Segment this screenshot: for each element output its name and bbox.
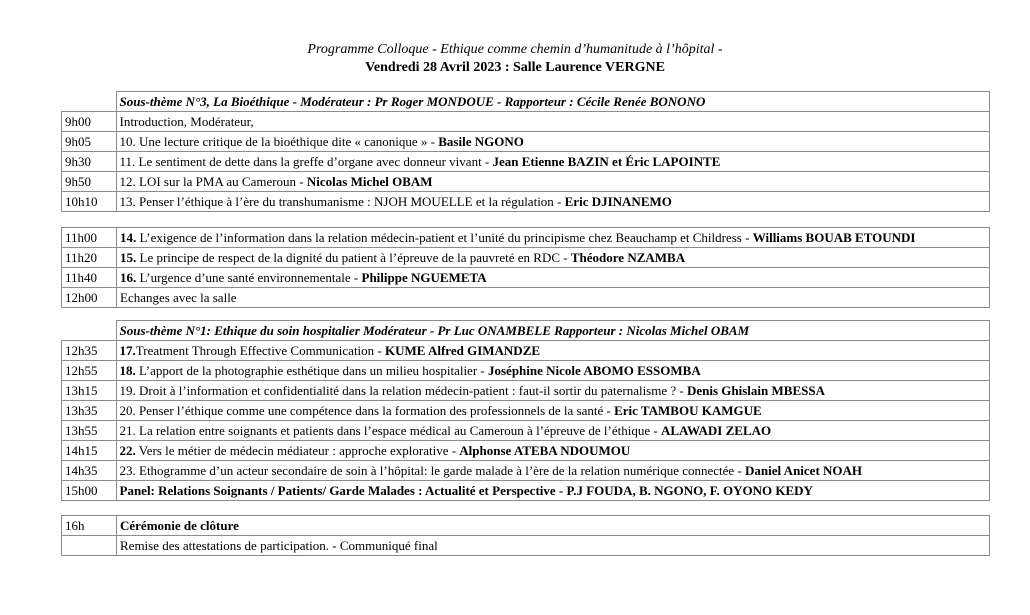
talk-cell: 21. La relation entre soignants et patients dans l’espace médical au Cameroun à l’épreuve de l’éthique - ALAWADI ZELAO: [116, 421, 990, 441]
table-row: [62, 228, 990, 248]
talk-cell: 14. L’exigence de l’information dans la relation médecin-patient et l’unité du principisme chez Beauchamp et Childress - Williams BOUAB ETOUNDI: [117, 228, 990, 248]
table-row: [62, 421, 990, 441]
program-title: Programme Colloque - Ethique comme chemin d’humanitude à l’hôpital -: [307, 42, 723, 57]
talk-cell: 15. Le principe de respect de la dignité du patient à l’épreuve de la pauvreté en RDC - Théodore NZAMBA: [117, 248, 990, 268]
time-cell: 11h40: [62, 268, 117, 288]
program-date-venue: Vendredi 28 Avril 2023 : Salle Laurence VERGNE: [365, 60, 665, 75]
time-cell: 12h35: [62, 341, 117, 361]
talk-cell: Echanges avec la salle: [117, 288, 990, 308]
closing-title: Cérémonie de clôture: [117, 516, 990, 536]
time-cell: 11h20: [62, 248, 117, 268]
session-table-bioethics-continued: [61, 227, 990, 308]
table-row: [62, 361, 990, 381]
time-cell: 13h15: [62, 381, 117, 401]
time-cell: 13h35: [62, 401, 117, 421]
theme-row: [62, 321, 990, 341]
time-cell: 13h55: [62, 421, 117, 441]
table-row: [62, 516, 990, 536]
time-cell: 14h35: [62, 461, 117, 481]
table-row: [62, 441, 990, 461]
table-row: [62, 132, 990, 152]
blank-cell: [62, 321, 117, 341]
talk-cell: 12. LOI sur la PMA au Cameroun - Nicolas Michel OBAM: [116, 172, 990, 192]
talk-cell: 11. Le sentiment de dette dans la greffe d’organe avec donneur vivant - Jean Etienne BAZIN et Éric LAPOINTE: [116, 152, 990, 172]
table-row: [62, 152, 990, 172]
time-cell: 9h50: [62, 172, 117, 192]
closing-table: [61, 515, 990, 556]
table-row: [62, 401, 990, 421]
time-cell: 16h: [62, 516, 117, 536]
table-row: [62, 192, 990, 212]
table-row: [62, 112, 990, 132]
talk-cell: 16. L’urgence d’une santé environnementale - Philippe NGUEMETA: [117, 268, 990, 288]
table-row: [62, 341, 990, 361]
table-row: [62, 536, 990, 556]
talk-cell: 13. Penser l’éthique à l’ère du transhumanisme : NJOH MOUELLE et la régulation - Eric DJINANEMO: [116, 192, 990, 212]
talk-cell: 10. Une lecture critique de la bioéthique dite « canonique » - Basile NGONO: [116, 132, 990, 152]
theme-row: [62, 92, 990, 112]
table-row: [62, 248, 990, 268]
time-cell: 12h00: [62, 288, 117, 308]
talk-cell: 22. Vers le métier de médecin médiateur : approche explorative - Alphonse ATEBA NDOUMOU: [116, 441, 990, 461]
time-cell: 9h00: [62, 112, 117, 132]
time-cell: 9h30: [62, 152, 117, 172]
time-cell: 11h00: [62, 228, 117, 248]
time-cell: 15h00: [62, 481, 117, 501]
talk-cell: 23. Ethogramme d’un acteur secondaire de soin à l’hôpital: le garde malade à l’ère de la relation numérique connectée - Daniel Anicet NOAH: [116, 461, 990, 481]
talk-cell: Introduction, Modérateur,: [116, 112, 990, 132]
table-row: [62, 268, 990, 288]
session-table-bioethics: [61, 91, 990, 212]
time-cell: 10h10: [62, 192, 117, 212]
table-row: [62, 461, 990, 481]
session-table-hospital-care: [61, 320, 990, 501]
table-row: [62, 288, 990, 308]
blank-cell: [62, 536, 117, 556]
time-cell: 12h55: [62, 361, 117, 381]
closing-text: Remise des attestations de participation. - Communiqué final: [117, 536, 990, 556]
table-row: [62, 381, 990, 401]
talk-cell: 17.Treatment Through Effective Communication - KUME Alfred GIMANDZE: [116, 341, 990, 361]
talk-cell: Panel: Relations Soignants / Patients/ Garde Malades : Actualité et Perspective - P.J FOUDA, B. NGONO, F. OYONO KEDY: [116, 481, 990, 501]
table-row: [62, 481, 990, 501]
time-cell: 14h15: [62, 441, 117, 461]
theme-title: Sous-thème N°3, La Bioéthique - Modérateur : Pr Roger MONDOUE - Rapporteur : Cécile Renée BONONO: [116, 92, 990, 112]
talk-cell: 18. L’apport de la photographie esthétique dans un milieu hospitalier - Joséphine Nicole ABOMO ESSOMBA: [116, 361, 990, 381]
blank-cell: [62, 92, 117, 112]
theme-title: Sous-thème N°1: Ethique du soin hospitalier Modérateur - Pr Luc ONAMBELE Rapporteur : Nicolas Michel OBAM: [116, 321, 990, 341]
table-row: [62, 172, 990, 192]
talk-cell: 20. Penser l’éthique comme une compétence dans la formation des professionnels de la santé - Eric TAMBOU KAMGUE: [116, 401, 990, 421]
talk-cell: 19. Droit à l’information et confidentialité dans la relation médecin-patient : faut-il sortir du paternalisme ? - Denis Ghislain MBESSA: [116, 381, 990, 401]
time-cell: 9h05: [62, 132, 117, 152]
